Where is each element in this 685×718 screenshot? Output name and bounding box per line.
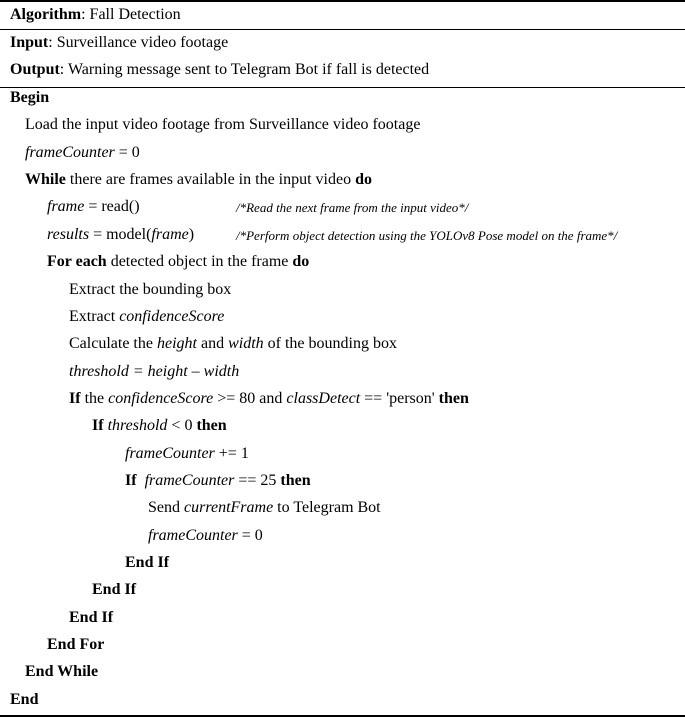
if-keyword: If — [69, 390, 81, 407]
calc-text-b: and — [196, 335, 229, 352]
close-paren: ) — [188, 226, 195, 243]
line-load-video: Load the input video footage from Surveillance video footage — [25, 116, 421, 133]
var-height: height — [156, 335, 197, 352]
end-for-keyword: End For — [47, 636, 105, 653]
line-for-each — [47, 252, 309, 272]
output-label: Output — [10, 61, 60, 78]
then-keyword: then — [438, 390, 469, 407]
line-model-detect — [47, 225, 194, 245]
then-keyword: then — [196, 417, 227, 434]
counter-compare: == 25 — [234, 472, 281, 489]
var-frame-counter: frameCounter — [125, 445, 215, 462]
do-keyword: do — [292, 253, 310, 270]
line-increment-counter — [125, 444, 249, 464]
read-call: = read() — [84, 198, 140, 215]
line-extract-bbox: Extract the bounding box — [69, 281, 232, 298]
var-confidence-score: confidenceScore — [119, 308, 225, 325]
line-send-frame — [148, 498, 381, 518]
var-frame: frame — [47, 198, 85, 215]
begin-keyword: Begin — [10, 89, 50, 106]
send-text-a: Send — [148, 499, 184, 516]
increment-op: += 1 — [214, 445, 249, 462]
line-if-threshold — [92, 416, 227, 436]
rule-after-output — [0, 87, 685, 88]
bottom-rule — [0, 715, 685, 717]
send-text-b: to Telegram Bot — [273, 499, 381, 516]
input-text: : Surveillance video footage — [48, 34, 229, 51]
var-width: width — [228, 335, 264, 352]
output-line — [10, 60, 429, 80]
arg-frame: frame — [151, 226, 189, 243]
threshold-compare: < 0 — [167, 417, 197, 434]
end-while-keyword: End While — [25, 663, 99, 680]
comment-model-detect: /*Perform object detection using the YOLOv8 Pose model on the frame*/ — [236, 228, 618, 243]
for-each-keyword: For each — [47, 253, 107, 270]
line-read-frame — [47, 197, 140, 217]
algorithm-name: : Fall Detection — [81, 6, 181, 23]
var-current-frame: currentFrame — [184, 499, 274, 516]
space — [137, 472, 145, 489]
algorithm-title — [10, 5, 181, 25]
var-class-detect: classDetect — [286, 390, 361, 407]
line-reset-counter — [148, 526, 263, 546]
input-line — [10, 33, 228, 53]
end-if-counter: End If — [125, 554, 170, 571]
line-extract-score — [69, 307, 224, 327]
if-keyword: If — [92, 417, 104, 434]
for-each-text: detected object in the frame — [106, 253, 293, 270]
end-if-confidence: End If — [69, 609, 114, 626]
calc-text-a: Calculate the — [69, 335, 157, 352]
then-keyword: then — [280, 472, 311, 489]
while-condition: there are frames available in the input video — [65, 171, 356, 188]
init-value: = 0 — [114, 144, 140, 161]
if-keyword: If — [125, 472, 137, 489]
calc-text-c: of the bounding box — [263, 335, 397, 352]
if-text-c: == 'person' — [360, 390, 439, 407]
model-call: = model( — [89, 226, 152, 243]
if-text-b: >= 80 and — [213, 390, 287, 407]
line-init-counter — [25, 143, 140, 163]
var-frame-counter: frameCounter — [148, 527, 238, 544]
line-calc-dimensions — [69, 334, 397, 354]
var-frame-counter: frameCounter — [25, 144, 115, 161]
line-if-confidence — [69, 389, 469, 409]
if-text-a: the — [80, 390, 109, 407]
do-keyword: do — [355, 171, 373, 188]
line-while — [25, 170, 372, 190]
var-frame-counter: frameCounter — [144, 472, 235, 489]
comment-read-frame: /*Read the next frame from the input video*/ — [236, 200, 469, 215]
output-text: : Warning message sent to Telegram Bot if fall is detected — [59, 61, 430, 78]
while-keyword: While — [25, 171, 66, 188]
algorithm-label: Algorithm — [10, 6, 82, 23]
reset-value: = 0 — [237, 527, 263, 544]
top-rule — [0, 0, 685, 2]
var-threshold: threshold — [107, 417, 168, 434]
end-if-threshold: End If — [92, 581, 137, 598]
line-threshold: threshold = height – width — [69, 363, 240, 380]
extract-text: Extract — [69, 308, 120, 325]
input-label: Input — [10, 34, 49, 51]
var-results: results — [47, 226, 90, 243]
rule-after-title — [0, 29, 685, 30]
end-keyword: End — [10, 691, 39, 708]
line-if-counter — [125, 471, 311, 491]
var-confidence-score: confidenceScore — [108, 390, 214, 407]
